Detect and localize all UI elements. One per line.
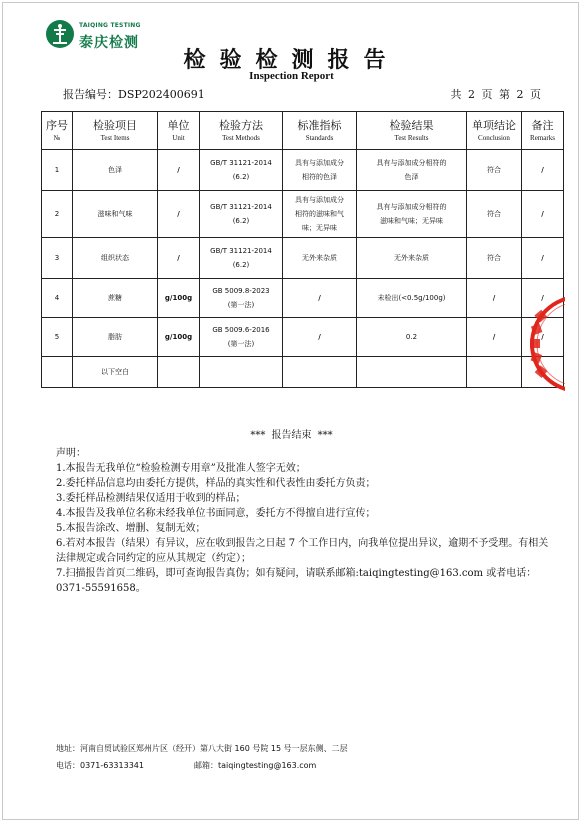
cell-conclusion: 符合 xyxy=(467,150,522,191)
cell-item: 蔗糖 xyxy=(73,279,158,318)
cell-method: GB/T 31121-2014 (6.2) xyxy=(200,150,283,191)
cell-empty xyxy=(357,357,467,388)
cell-no: 1 xyxy=(42,150,73,191)
footer-telephone: 电话：0371-63313341 xyxy=(56,761,144,770)
footer-address: 地址：河南自贸试验区郑州片区（经开）第八大街 160 号院 15 号一层东侧、二层 xyxy=(56,744,348,753)
cell-empty xyxy=(200,357,283,388)
cell-empty xyxy=(158,357,200,388)
table-row xyxy=(42,279,564,318)
cell-result: 具有与添加成分相符的 滋味和气味；无异味 xyxy=(357,191,467,238)
cell-remarks: / xyxy=(522,318,564,357)
table-row-blank xyxy=(42,357,564,388)
cell-conclusion: 符合 xyxy=(467,191,522,238)
cell-standard: 无外来杂质 xyxy=(283,238,357,279)
cell-result: 无外来杂质 xyxy=(357,238,467,279)
cell-remarks: / xyxy=(522,191,564,238)
note-item: 6.若对本报告（结果）有异议，应在收到报告之日起 7 个工作日内，向我单位提出异议，逾期不予受理。有相关法律规定或合同约定的应从其规定（约定）； xyxy=(56,538,549,564)
cell-result: 未检出(<0.5g/100g) xyxy=(357,279,467,318)
table-row xyxy=(42,150,564,191)
footer-email: 邮箱：taiqingtesting@163.com xyxy=(194,761,317,770)
note-item: 2.委托样品信息均由委托方提供，样品的真实性和代表性由委托方负责； xyxy=(56,478,376,489)
header-test-results: 检验结果 Test Results xyxy=(357,112,467,150)
cell-item: 色泽 xyxy=(73,150,158,191)
report-title-en: Inspection Report xyxy=(249,70,334,82)
header-no: 序号 № xyxy=(42,112,73,150)
header-remarks: 备注 Remarks xyxy=(522,112,564,150)
cell-method: GB 5009.8-2023 (第一法) xyxy=(200,279,283,318)
cell-no: 3 xyxy=(42,238,73,279)
notes-heading: 声明： xyxy=(56,448,86,459)
note-item: 4.本报告及我单位名称未经我单位书面同意，委托方不得擅自进行宣传； xyxy=(56,508,376,519)
cell-item: 滋味和气味 xyxy=(73,191,158,238)
cell-unit: / xyxy=(158,238,200,279)
cell-unit: g/100g xyxy=(158,318,200,357)
note-item: 5.本报告涂改、增删、复制无效； xyxy=(56,523,206,534)
cell-unit: / xyxy=(158,191,200,238)
page-info: 共 2 页 第 2 页 xyxy=(450,88,541,101)
cell-standard: / xyxy=(283,318,357,357)
cell-method: GB 5009.6-2016 (第一法) xyxy=(200,318,283,357)
report-title: 检验检测报告 xyxy=(183,47,400,73)
table-row xyxy=(42,318,564,357)
header-test-methods: 检验方法 Test Methods xyxy=(200,112,283,150)
report-number: 报告编号：DSP202400691 xyxy=(63,88,205,101)
table-header-row xyxy=(42,112,564,150)
report-end-line: *** 报告结束 *** xyxy=(250,430,333,441)
header-unit: 单位 Unit xyxy=(158,112,200,150)
header-standards: 标准指标 Standards xyxy=(283,112,357,150)
cell-empty xyxy=(283,357,357,388)
declaration-notes xyxy=(56,446,556,596)
logo-english-text: TAIQING TESTING xyxy=(79,22,141,29)
cell-standard: / xyxy=(283,279,357,318)
cell-conclusion: 符合 xyxy=(467,238,522,279)
cell-result: 具有与添加成分相符的 色泽 xyxy=(357,150,467,191)
header-test-items: 检验项目 Test Items xyxy=(73,112,158,150)
table-row xyxy=(42,238,564,279)
logo-chinese-text: 泰庆检测 xyxy=(79,35,139,51)
cell-unit: / xyxy=(158,150,200,191)
cell-method: GB/T 31121-2014 (6.2) xyxy=(200,238,283,279)
blank-below-label: 以下空白 xyxy=(73,357,158,388)
cell-standard: 具有与添加成分 相符的滋味和气 味；无异味 xyxy=(283,191,357,238)
cell-no: 4 xyxy=(42,279,73,318)
note-item: 3.委托样品检测结果仅适用于收到的样品； xyxy=(56,493,246,504)
table-row xyxy=(42,191,564,238)
note-item: 7.扫描报告首页二维码，即可查询报告真伪；如有疑问，请联系邮箱:taiqingtesting@163.com 或者电话：0371-55591658。 xyxy=(56,568,537,594)
cell-standard: 具有与添加成分 相符的色泽 xyxy=(283,150,357,191)
cell-no: 5 xyxy=(42,318,73,357)
cell-item: 组织状态 xyxy=(73,238,158,279)
cell-item: 脂肪 xyxy=(73,318,158,357)
cell-no: 2 xyxy=(42,191,73,238)
cell-empty xyxy=(467,357,522,388)
cell-empty xyxy=(42,357,73,388)
note-item: 1.本报告无我单位“检验检测专用章”及批准人签字无效； xyxy=(56,463,306,474)
cell-remarks: / xyxy=(522,150,564,191)
cell-method: GB/T 31121-2014 (6.2) xyxy=(200,191,283,238)
cell-unit: g/100g xyxy=(158,279,200,318)
cell-conclusion: / xyxy=(467,318,522,357)
cell-remarks: / xyxy=(522,238,564,279)
official-seal-stamp xyxy=(521,292,565,396)
results-table xyxy=(41,111,564,388)
cell-result: 0.2 xyxy=(357,318,467,357)
header-conclusion: 单项结论 Conclusion xyxy=(467,112,522,150)
cell-remarks: / xyxy=(522,279,564,318)
cell-conclusion: / xyxy=(467,279,522,318)
